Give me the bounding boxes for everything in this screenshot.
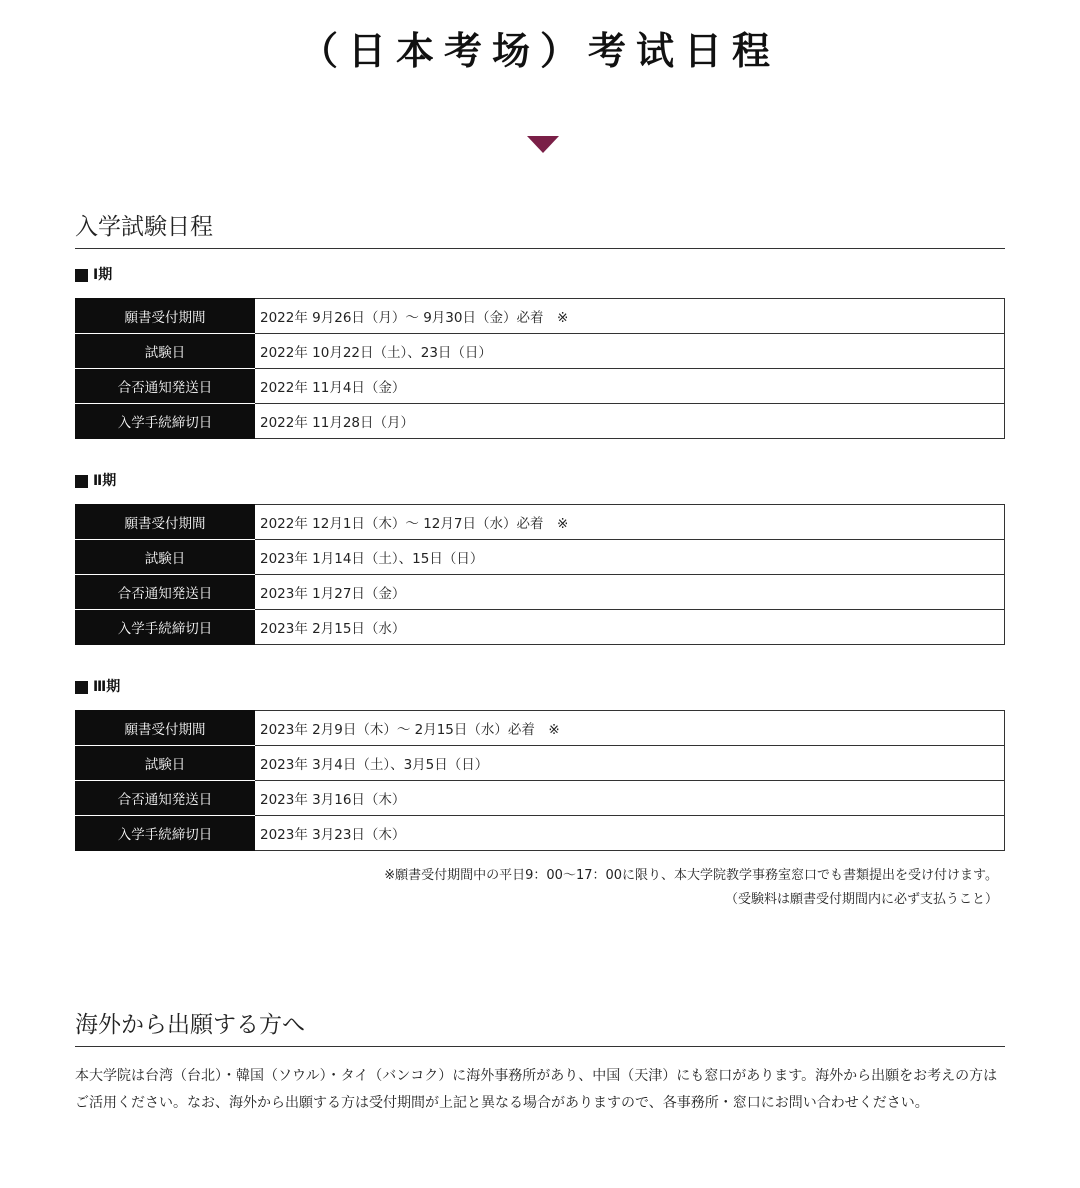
row-value: 2023年 3月16日（木） <box>255 781 1005 816</box>
row-value: 2022年 10月22日（土）、23日（日） <box>255 334 1005 369</box>
row-value: 2022年 12月1日（木）～ 12月7日（水）必着 ※ <box>255 505 1005 540</box>
table-row <box>76 404 1005 439</box>
table-row <box>76 746 1005 781</box>
note-line-2: （受験料は願書受付期間内に必ず支払うこと） <box>724 892 998 907</box>
row-header: 願書受付期間 <box>76 711 255 746</box>
period-2-label <box>75 471 116 491</box>
square-bullet-icon <box>75 269 88 282</box>
table-row <box>76 711 1005 746</box>
row-header: 合否通知発送日 <box>76 369 255 404</box>
table-row <box>76 610 1005 645</box>
row-value: 2023年 2月15日（水） <box>255 610 1005 645</box>
row-header: 試験日 <box>76 746 255 781</box>
table-row <box>76 505 1005 540</box>
period-3-label <box>75 677 120 697</box>
row-value: 2023年 1月27日（金） <box>255 575 1005 610</box>
row-value: 2022年 11月4日（金） <box>255 369 1005 404</box>
page-title: （日本考场）考试日程 <box>299 29 780 73</box>
row-value: 2022年 11月28日（月） <box>255 404 1005 439</box>
row-header: 入学手続締切日 <box>76 610 255 645</box>
square-bullet-icon <box>75 681 88 694</box>
row-header: 入学手続締切日 <box>76 816 255 851</box>
period-2-label-text: Ⅱ期 <box>93 473 117 489</box>
table-row <box>76 540 1005 575</box>
row-header: 入学手続締切日 <box>76 404 255 439</box>
overseas-body-text: 本大学院は台湾（台北）・韓国（ソウル）・タイ（バンコク）に海外事務所があり、中国（天津）にも窓口があります。海外から出願をお考えの方はご活用ください。なお、海外から出願する方は受付期間が上記と異なる場合がありますので、各事務所・窓口にお問い合わせください。 <box>75 1068 998 1111</box>
period-3-table <box>75 710 1005 851</box>
table-row <box>76 334 1005 369</box>
note-line-1: ※願書受付期間中の平日9：00～17：00に限り、本大学院教学事務室窓口でも書類提出を受け付けます。 <box>384 868 998 883</box>
row-value: 2022年 9月26日（月）～ 9月30日（金）必着 ※ <box>255 299 1005 334</box>
row-value: 2023年 2月9日（木）～ 2月15日（水）必着 ※ <box>255 711 1005 746</box>
overseas-heading: 海外から出願する方へ <box>75 1010 1005 1047</box>
down-arrow-icon <box>527 136 559 153</box>
row-header: 合否通知発送日 <box>76 575 255 610</box>
row-value: 2023年 3月4日（土）、3月5日（日） <box>255 746 1005 781</box>
schedule-notes <box>384 864 998 912</box>
row-header: 合否通知発送日 <box>76 781 255 816</box>
table-row <box>76 816 1005 851</box>
row-header: 試験日 <box>76 334 255 369</box>
row-header: 願書受付期間 <box>76 299 255 334</box>
table-row <box>76 575 1005 610</box>
row-header: 試験日 <box>76 540 255 575</box>
period-3-label-text: Ⅲ期 <box>93 679 121 695</box>
table-row <box>76 299 1005 334</box>
table-row <box>76 781 1005 816</box>
period-1-table <box>75 298 1005 439</box>
table-row <box>76 369 1005 404</box>
period-2-table <box>75 504 1005 645</box>
row-value: 2023年 3月23日（木） <box>255 816 1005 851</box>
period-1-label <box>75 265 112 285</box>
exam-schedule-heading: 入学試験日程 <box>75 212 1005 249</box>
row-value: 2023年 1月14日（土）、15日（日） <box>255 540 1005 575</box>
period-1-label-text: Ⅰ期 <box>93 267 113 283</box>
square-bullet-icon <box>75 475 88 488</box>
row-header: 願書受付期間 <box>76 505 255 540</box>
